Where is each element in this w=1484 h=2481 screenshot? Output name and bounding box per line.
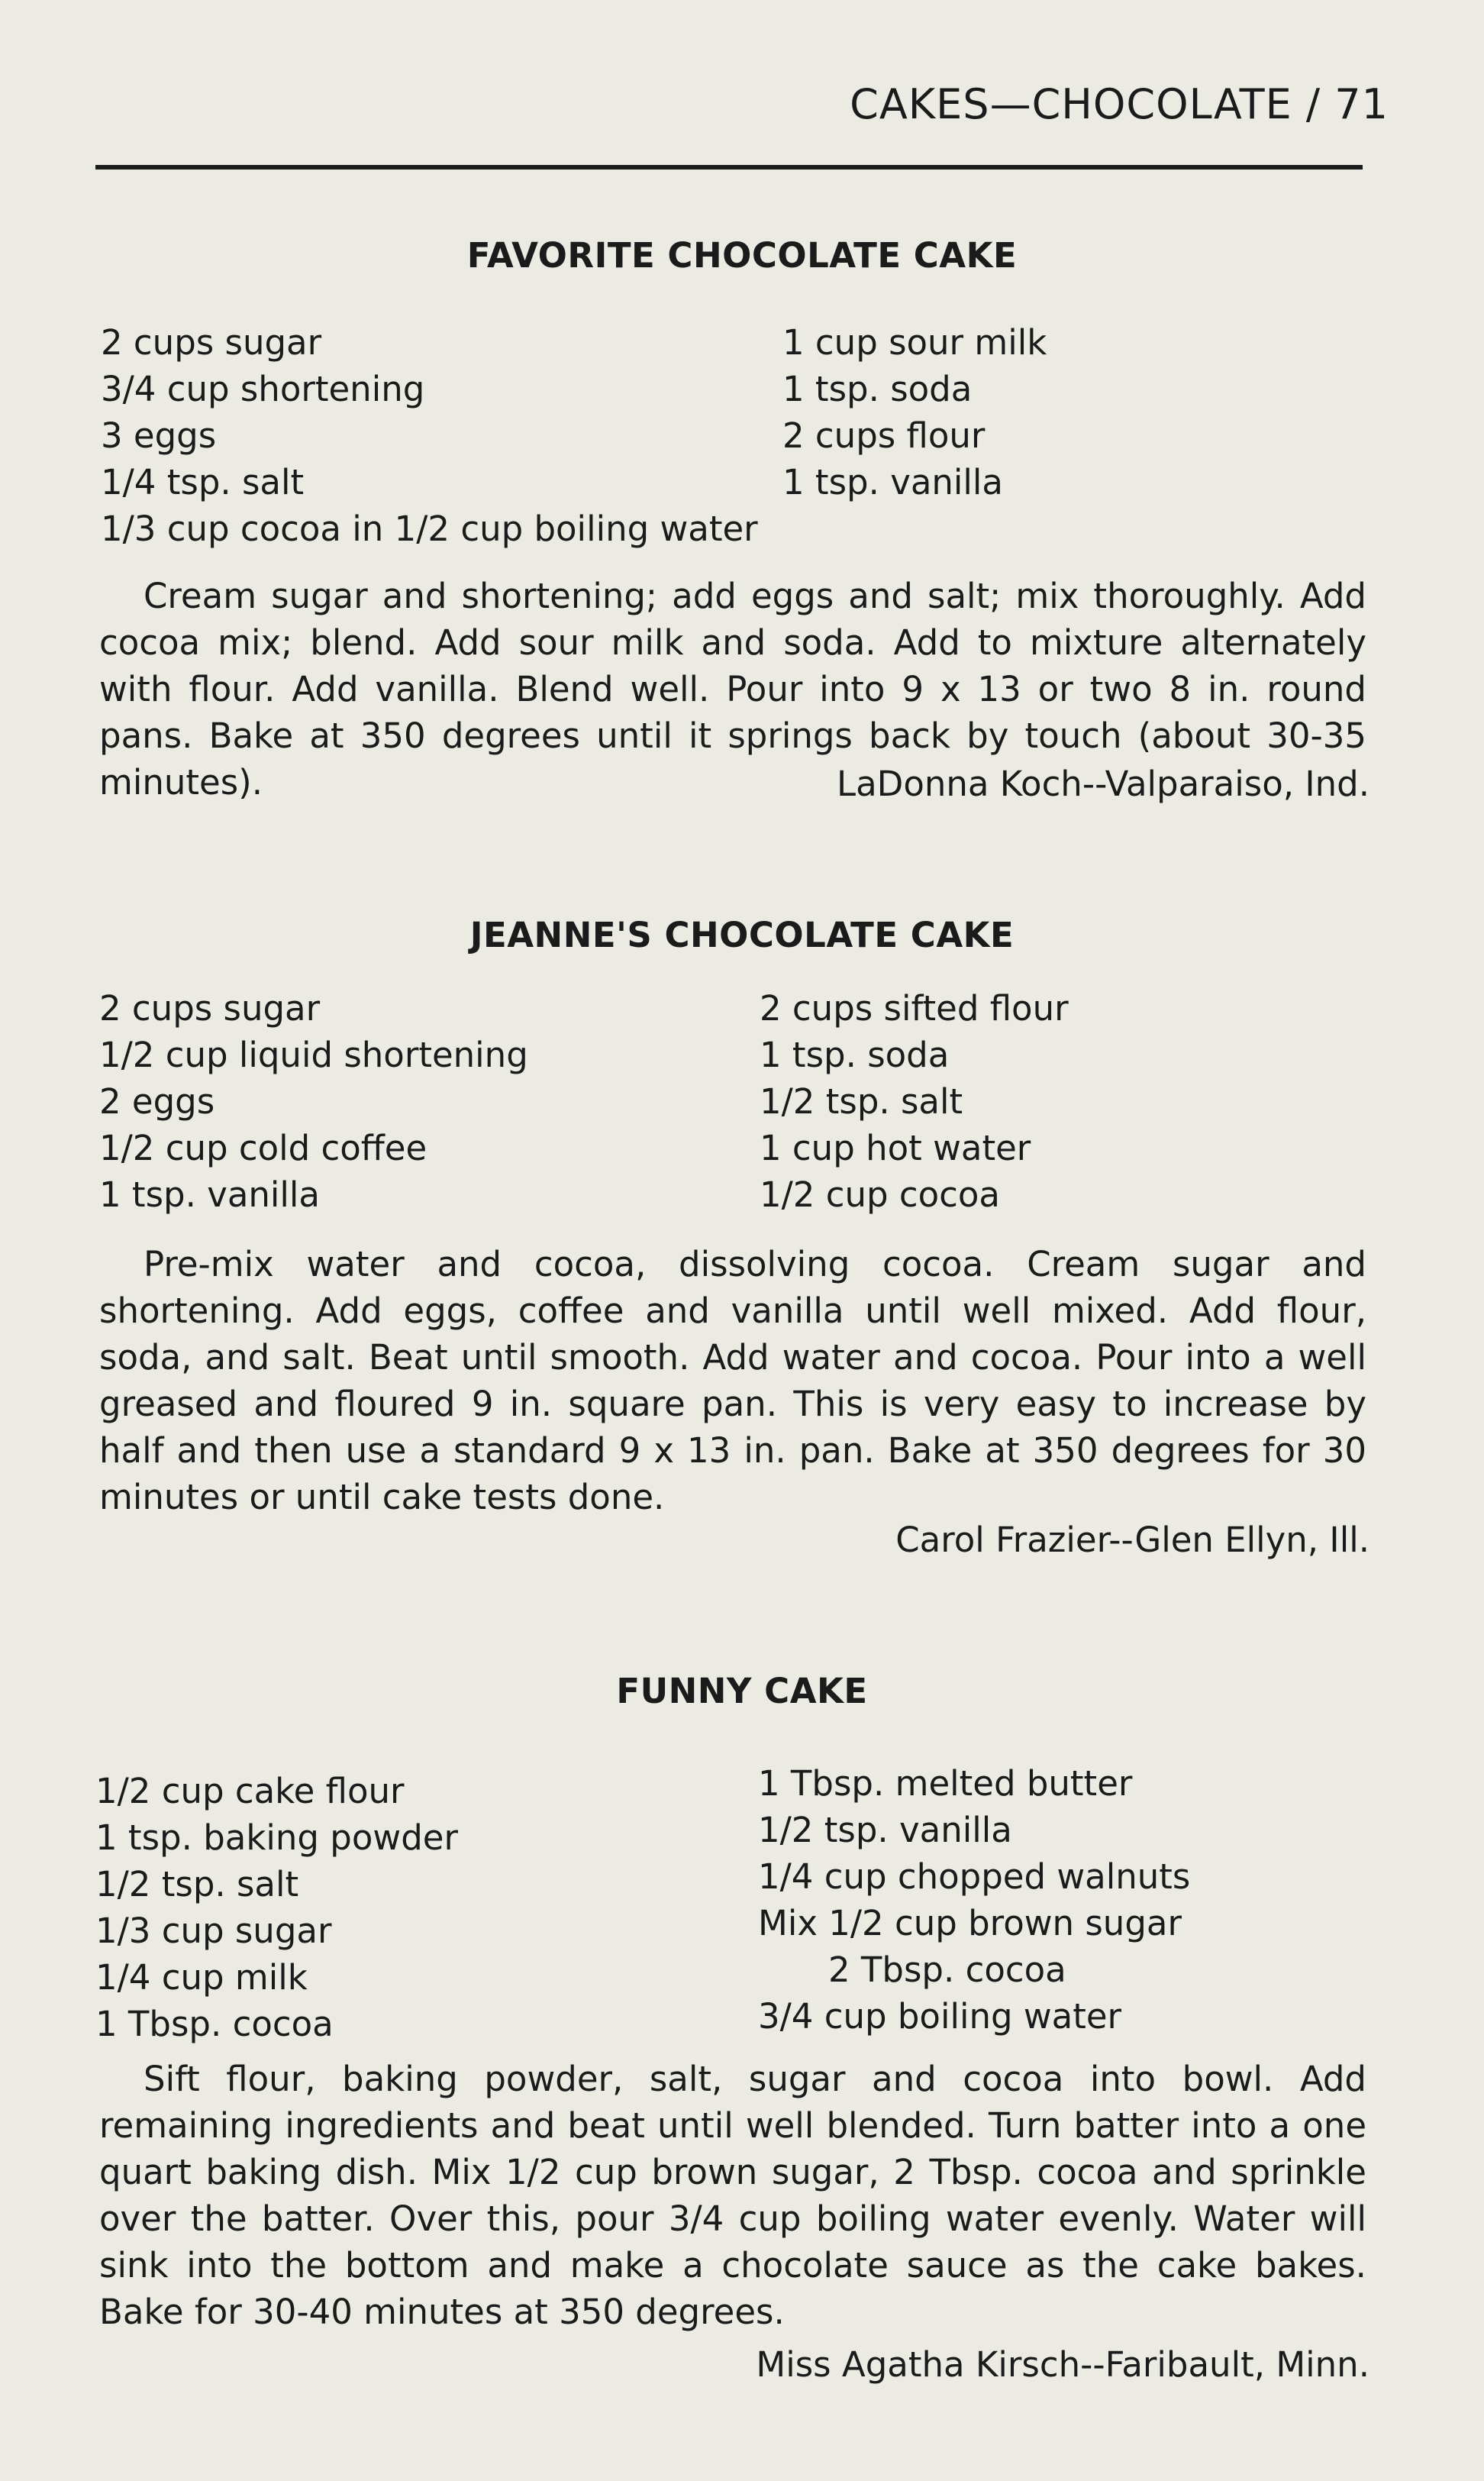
ingredient: 3/4 cup shortening xyxy=(101,369,425,409)
recipe-credit: Miss Agatha Kirsch--Faribault, Minn. xyxy=(756,2344,1369,2385)
ingredient: 3 eggs xyxy=(101,415,217,456)
recipe-instructions: Sift flour, baking powder, salt, sugar and cocoa into bowl. Add remaining ingredients and beat until well blended. Turn batter into a one quart baking dish. Mix 1/2 cup brown sugar, 2 Tbsp. cocoa and sprinkle over the batter. Over this, pour 3/4 cup boiling water evenly. Water will sink into the bottom and make a chocolate sauce as the cake bakes. Bake for 30-40 minutes at 350 degrees. xyxy=(99,2059,1366,2332)
ingredient: 1 Tbsp. melted butter xyxy=(758,1763,1133,1804)
ingredient: 1 cup sour milk xyxy=(782,322,1047,363)
ingredient: 1/2 cup cold coffee xyxy=(99,1128,427,1168)
recipe-title: FAVORITE CHOCOLATE CAKE xyxy=(466,235,1018,276)
recipe-instructions: Pre-mix water and cocoa, dissolving cocoa. Cream sugar and shortening. Add eggs, coffee and vanilla until well mixed. Add flour, soda, and salt. Beat until smooth. Add water and cocoa. Pour into a well greased and floured 9 in. square pan. This is very easy to increase by half and then use a standard 9 x 13 in. pan. Bake at 350 degrees for 30 minutes or until cake tests done. xyxy=(99,1244,1366,1517)
ingredient: 1 tsp. soda xyxy=(760,1035,950,1075)
ingredients-left xyxy=(101,319,758,552)
ingredient: 1 tsp. vanilla xyxy=(782,462,1004,502)
ingredient: 1/2 tsp. salt xyxy=(760,1081,963,1122)
ingredient: 2 cups sugar xyxy=(99,988,321,1029)
ingredients-left xyxy=(95,1768,458,2047)
ingredient: 1 cup hot water xyxy=(760,1128,1031,1168)
ingredient: 1/2 cup cake flour xyxy=(95,1771,405,1811)
recipe-credit: Carol Frazier--Glen Ellyn, Ill. xyxy=(895,1520,1369,1560)
ingredients-left xyxy=(99,985,528,1218)
ingredients-right xyxy=(760,985,1069,1218)
page-header: CAKES—CHOCOLATE / 71 xyxy=(850,80,1389,128)
recipe-instructions: Cream sugar and shortening; add eggs and salt; mix thoroughly. Add cocoa mix; blend. Add sour milk and soda. Add to mixture alternately with flour. Add vanilla. Blend well. Pour into 9 x 13 or two 8 in. round pans. Bake at 350 degrees until it springs back by touch (about 30-35 minutes). xyxy=(99,576,1366,803)
recipe-credit: LaDonna Koch--Valparaiso, Ind. xyxy=(837,764,1369,804)
ingredient: 1 tsp. baking powder xyxy=(95,1817,458,1858)
ingredient: 2 cups flour xyxy=(782,415,986,456)
ingredient: 1/2 tsp. vanilla xyxy=(758,1810,1012,1850)
ingredient: 1/2 cup liquid shortening xyxy=(99,1035,528,1075)
recipe-title: FUNNY CAKE xyxy=(616,1671,868,1711)
ingredient: 1/2 tsp. salt xyxy=(95,1864,299,1904)
ingredient: 1/2 cup cocoa xyxy=(760,1174,1000,1215)
recipe-title: JEANNE'S CHOCOLATE CAKE xyxy=(469,915,1015,955)
ingredient: 1 tsp. vanilla xyxy=(99,1174,321,1215)
ingredient: 1/4 tsp. salt xyxy=(101,462,305,502)
ingredient: 3/4 cup boiling water xyxy=(758,1996,1122,2037)
ingredients-right xyxy=(758,1760,1190,2040)
ingredient: 1 Tbsp. cocoa xyxy=(95,2004,334,2044)
ingredient: 1/3 cup sugar xyxy=(95,1911,332,1951)
header-rule xyxy=(95,165,1363,170)
ingredient: 1/4 cup milk xyxy=(95,1957,308,1998)
ingredient: 1/4 cup chopped walnuts xyxy=(758,1856,1191,1897)
ingredient: 2 cups sifted flour xyxy=(760,988,1069,1029)
ingredient: 2 cups sugar xyxy=(101,322,322,363)
ingredient: 2 eggs xyxy=(99,1081,215,1122)
ingredients-right xyxy=(782,319,1047,506)
ingredient: 1 tsp. soda xyxy=(782,369,973,409)
ingredient: 1/3 cup cocoa in 1/2 cup boiling water xyxy=(101,509,758,549)
ingredient: Mix 1/2 cup brown sugar xyxy=(758,1903,1182,1943)
ingredient: 2 Tbsp. cocoa xyxy=(828,1950,1066,1990)
